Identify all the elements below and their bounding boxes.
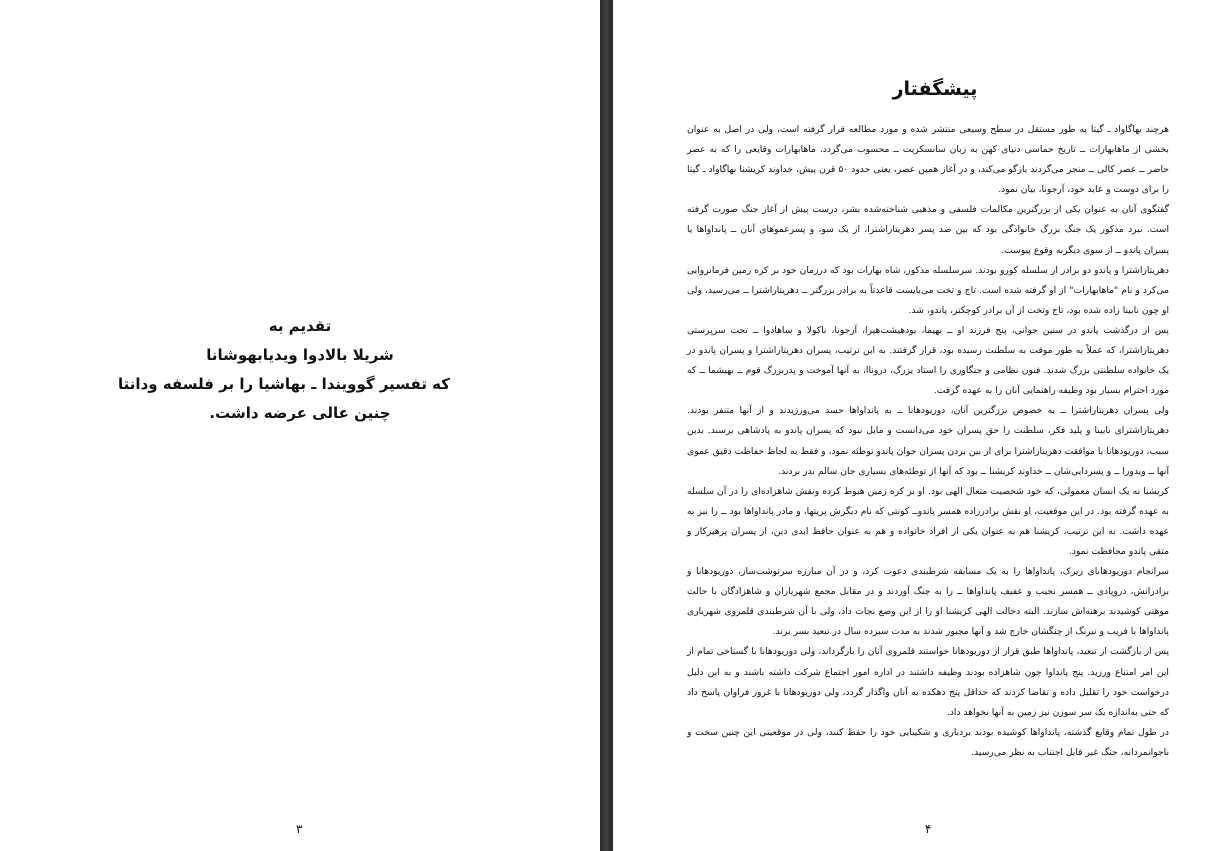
- paragraph: ولی پسران دهریتاراشترا ــ به خصوص بزرگترین آنان، دوریودهانا ــ به پانداواها حسد می‌ورزیدند و از آنها متنفر بودند. دهریتاراشترای نابینا و پلید فکر، سلطنت را حق پسران خود می‌دانست و مایل نبود که پسران پاندو به پادشاهی برسند. بدین سبب، دوریودهانا با موافقت دهریتاراشترا برای از بین بردن پسران جوان پاندو توطئه نمود، و فقط به لحاظ حفاظت دقیق عموی آنها ــ ویدورا ــ و پسردایی‌شان ــ خداوند کریشنا ــ بود که آنها از توطئه‌های بسیاری جان سالم بدر بردند.: [687, 405, 1169, 477]
- book-spine: [600, 0, 613, 851]
- paragraph: دهریتاراشترا و پاندو دو برادر از سلسله کورو بودند. سرسلسله مذکور، شاه بهارات بود که درزمان خود بر کره زمین فرمانروایی می‌کرد و نام "ماهابهارات" از او گرفته شده است. تاج و تخت می‌بایست قاعدتاً به برادر بزرگتر ــ دهریتاراشترا ــ می‌رسید، ولی او چون نابینا زاده شده بود، تاج وتخت از آن برادر کوچکتر، پاندو، شد.: [687, 264, 1169, 316]
- paragraph: کریشنا نه یک انسان معمولی، که خود شخصیت متعال الهی بود. او بر کره زمین هبوط کرده ونقش شاهزاده‌ای را در آن سلسله به عهده گرفته بود. در این موقعیت، او نقش برادرزاده همسر پاندوــ کونتی که نام دیگرش پریتها، و مادر پانداواها بود ــ را نیز به عهده داشت. به این ترتیب، کریشنا هم به عنوان یکی از افراد خانواده و هم به عنوان حافظ ابدی دین، از پسران پرهیزکار و متقی پاندو محافظت نمود.: [687, 485, 1169, 557]
- page-title: پیشگفتار: [892, 78, 978, 100]
- dedication-line: تقدیم به: [268, 317, 332, 335]
- paragraph: گفتگوی آنان به عنوان یکی از بزرگترین مکالمات فلسفی و مذهبی شناخته‌شده بشر، درست پیش از آغاز جنگ صورت گرفته است. نبرد مذکور یک جنگ بزرگ خانوادگی بود که بین صد پسر دهریتاراشترا، از یک سو، و پسرعموهای آنان ــ پانداواها یا پسران پاندو ــ از سوی دیگربه وقوع پیوست.: [687, 204, 1169, 256]
- paragraph: سرانجام دوریودهانای زیرک، پانداواها را به یک مسابقه شرطبندی دعوت کرد، و در آن مبارزه سرنوشت‌ساز، دوریودهانا و برادرانش، دروپادی ــ همسر نجیب و عفیف پانداواها ــ را به چنگ آوردند و در مقابل مجمع شهریاران و شاهزادگان با حالت موهنی کوشیدند برهنه‌اش سازند. البته دخالت الهی کریشنا او را از این وضع نجات داد، ولی با آن شرطبندی قلمروی شهریاری پانداواها با فریب و نیرنگ از چنگشان خارج شد و آنها مجبور شدند به مدت سیزده سال در تبعید بسر برند.: [687, 566, 1169, 638]
- paragraph: پس از بازگشت از تبعید، پانداواها طبق قرار از دوریودهانا خواستند قلمروی آنان را بازگرداند، ولی دوریودهانا با گستاخی تمام از این امر امتناع ورزید. پنج پانداوا چون شاهزاده بودند وظیفه داشتند در اداره امور اجتماع شرکت داشته باشند و به این دلیل درخواست خود را تقلیل داده و تقاضا کردند که حداقل پنج دهکده به آنان واگذار گردد، ولی دوریودهانا با غرور فراوان پاسخ داد که حتی به‌اندازه یک سر سوزن نیز زمین به آنها نخواهد داد.: [687, 646, 1169, 718]
- dedication-line: شریلا بالادوا ویدیابهوشانا: [206, 346, 394, 364]
- paragraph: هرچند بهاگاواد ـ گیتا به طور مستقل در سطح وسیعی منتشر شده و مورد مطالعه قرار گرفته است، ولی در اصل به عنوان بخشی از ماهابهارات ــ تاریخ حماسی دنیای کهن به زبان سانسکریت ــ محسوب می‌گردد. ماهابهارات وقایعی را که به عصر حاضر ــ عصر کالی ــ منجر می‌گردند بازگو می‌کند، و در آغاز همین عصر، یعنی حدود ۵۰ قرن پیش، خداوند کریشنا بهاگاواد ـ گیتا را برای دوست و عابد خود، آرجونا، بیان نمود.: [687, 124, 1169, 196]
- paragraph: در طول تمام وقایع گذشته، پانداواها کوشیده بودند بردباری و شکیبایی خود را حفظ کنند، ولی در موقعیتی این چنین سخت و ناجوانمردانه، جنگ غیر قابل اجتناب به نظر می‌رسید.: [687, 726, 1169, 758]
- dedication: [118, 312, 450, 428]
- page-number: ۳: [296, 822, 303, 836]
- body-text: [687, 120, 1169, 763]
- right-page: [613, 0, 1216, 851]
- dedication-line: که تفسیر گوویندا ـ بهاشیا را بر فلسفه ودانتا: [118, 375, 450, 393]
- dedication-line: چنین عالی عرضه داشت.: [209, 404, 391, 422]
- left-page: [0, 0, 600, 851]
- paragraph: پس از درگذشت پاندو در سنین جوانی، پنج فرزند او ــ بهیما، یودهیشت‌هیرا، آرجونا، ناکولا و ساهادوا ــ تحت سرپرستی دهریتاراشترا، که عملاً به طور موقت به سلطنت رسیده بود، قرار گرفتند. به این ترتیب، پسران دهریتاراشترا و پسران پاندو در یک خانواده سلطنتی بزرگ شدند. فنون نظامی و جنگاوری را استاد بزرگ، دروناا، به آنها آموخت و پدربزرگ قوم ــ بهیشما ــ که مورد احترام بسیار بود وظیفه راهنمایی آنان را به عهده گرفت.: [687, 324, 1169, 397]
- page-number: ۴: [925, 822, 932, 836]
